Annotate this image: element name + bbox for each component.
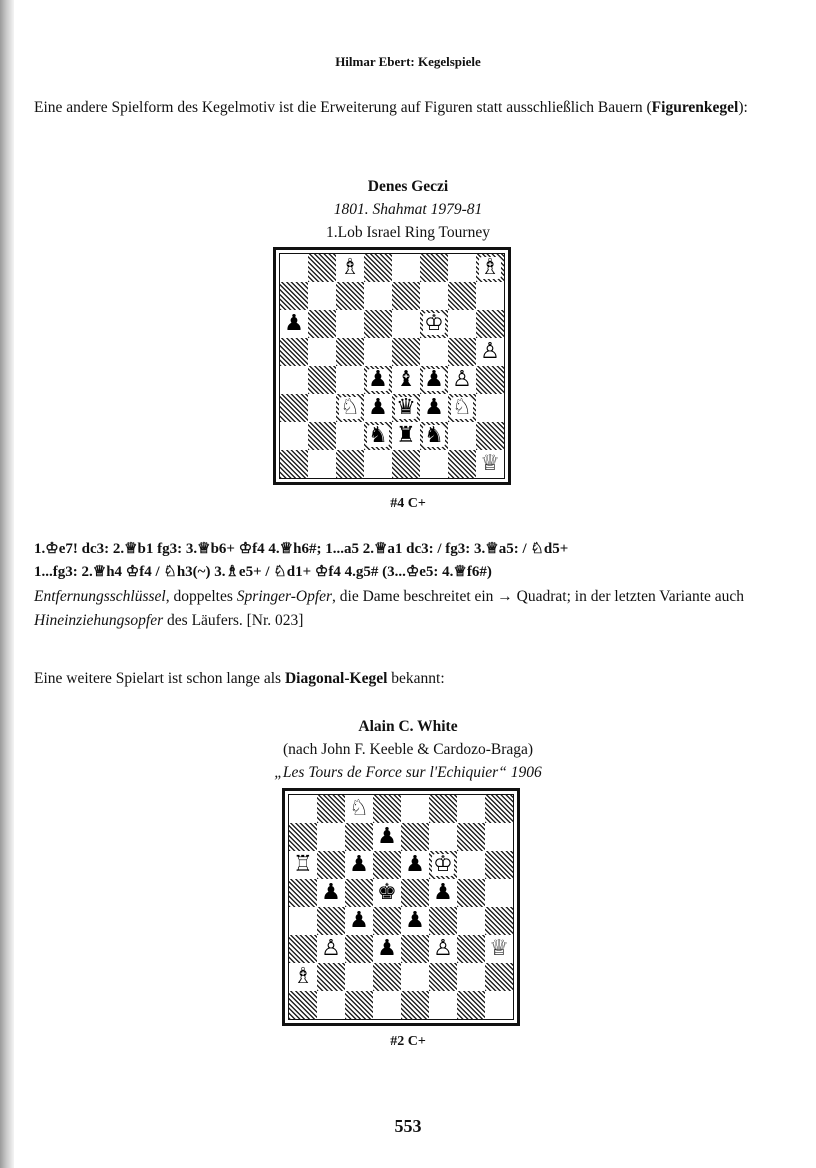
problem2-square-h4 [485, 907, 513, 935]
chess-piece-icon: ♜ [396, 423, 416, 448]
chess-piece-icon: ♟ [405, 908, 425, 933]
problem2-square-e5 [401, 879, 429, 907]
chess-piece-icon: ♟ [284, 311, 304, 336]
problem1-square-d5 [364, 338, 392, 366]
intro-text: Eine andere Spielform des Kegelmotiv ist die Erweiterung auf Figuren statt ausschließlich Bauern ( [34, 99, 652, 116]
problem2-square-d5 [373, 879, 401, 907]
problem2-square-a1 [289, 991, 317, 1019]
problem2-square-c3 [345, 935, 373, 963]
chess-piece-icon: ♗ [340, 255, 360, 280]
problem1-square-a1 [280, 450, 308, 478]
chess-piece-icon: ♕ [480, 451, 500, 476]
problem1-square-b7 [308, 282, 336, 310]
chess-piece-icon: ♗ [480, 255, 500, 280]
problem1-square-g6 [448, 310, 476, 338]
problem2-square-e6 [401, 851, 429, 879]
problem1-square-a2 [280, 422, 308, 450]
problem2-square-h3 [485, 935, 513, 963]
page-number: 553 [394, 1116, 422, 1136]
problem1-square-c4 [336, 366, 364, 394]
problem2-square-b1 [317, 991, 345, 1019]
problem1-square-h5 [476, 338, 504, 366]
chess-piece-icon: ♟ [349, 852, 369, 877]
problem2-square-f6 [429, 851, 457, 879]
chess-piece-icon: ♖ [293, 852, 313, 877]
chess-piece-icon: ♗ [293, 964, 313, 989]
chess-piece-icon: ♛ [396, 395, 416, 420]
intro-paragraph [34, 96, 764, 120]
problem2-square-f2 [429, 963, 457, 991]
problem2-square-f3 [429, 935, 457, 963]
problem1-square-d8 [364, 254, 392, 282]
problem2-square-h5 [485, 879, 513, 907]
problem2-square-b2 [317, 963, 345, 991]
problem1-square-f5 [420, 338, 448, 366]
problem2-square-g3 [457, 935, 485, 963]
problem1-square-g3 [448, 394, 476, 422]
problem1-square-f8 [420, 254, 448, 282]
intro-term: Figurenkegel [651, 99, 739, 116]
comment-text-2: , die Dame beschreitet ein → Quadrat; in der letzten Variante auch [332, 588, 745, 605]
chess-piece-icon: ♟ [433, 880, 453, 905]
problem1-square-e8 [392, 254, 420, 282]
problem1-stipulation: #4 C+ [390, 496, 426, 511]
problem2-square-a3 [289, 935, 317, 963]
problem1-square-d2 [364, 422, 392, 450]
problem2-square-a2 [289, 963, 317, 991]
problem2-square-d6 [373, 851, 401, 879]
problem1-square-h3 [476, 394, 504, 422]
problem2-square-c4 [345, 907, 373, 935]
problem1-square-b1 [308, 450, 336, 478]
problem2-after: (nach John F. Keeble & Cardozo-Braga) [282, 741, 534, 758]
problem1-square-c1 [336, 450, 364, 478]
problem1-square-d3 [364, 394, 392, 422]
problem1-square-f2 [420, 422, 448, 450]
problem2-square-g7 [457, 823, 485, 851]
problem2-square-b7 [317, 823, 345, 851]
problem2-square-a6 [289, 851, 317, 879]
problem2-chessboard [288, 794, 514, 1020]
problem1-square-h7 [476, 282, 504, 310]
problem2-square-a7 [289, 823, 317, 851]
problem1-square-c5 [336, 338, 364, 366]
problem1-square-b3 [308, 394, 336, 422]
comment-knight-term: Springer-Opfer [236, 588, 333, 605]
problem1-square-g4 [448, 366, 476, 394]
problem1-square-b4 [308, 366, 336, 394]
problem1-square-e3 [392, 394, 420, 422]
chess-piece-icon: ♟ [321, 880, 341, 905]
running-head: Hilmar Ebert: Kegelspiele [335, 54, 481, 69]
comment-text-3: des Läufers. [Nr. 023] [163, 612, 304, 629]
problem1-square-e4 [392, 366, 420, 394]
problem1-square-h4 [476, 366, 504, 394]
chess-piece-icon: ♔ [433, 852, 453, 877]
chess-piece-icon: ♟ [424, 395, 444, 420]
chess-piece-icon: ♟ [368, 367, 388, 392]
problem2-stipulation: #2 C+ [390, 1034, 426, 1049]
problem1-square-b5 [308, 338, 336, 366]
problem2-square-g6 [457, 851, 485, 879]
problem2-square-d2 [373, 963, 401, 991]
problem1-square-c8 [336, 254, 364, 282]
problem1-solution [34, 538, 794, 584]
transition-text: Eine weitere Spielart ist schon lange als [34, 670, 285, 687]
problem2-square-e2 [401, 963, 429, 991]
intro-tail: ): [738, 99, 748, 116]
problem2-square-f7 [429, 823, 457, 851]
problem1-square-e5 [392, 338, 420, 366]
chess-piece-icon: ♝ [396, 367, 416, 392]
problem1-square-f3 [420, 394, 448, 422]
problem2-square-c8 [345, 795, 373, 823]
problem1-square-e2 [392, 422, 420, 450]
problem1-comment [34, 585, 774, 633]
problem2-square-f8 [429, 795, 457, 823]
problem1-square-h8 [476, 254, 504, 282]
problem1-square-a4 [280, 366, 308, 394]
chess-piece-icon: ♞ [368, 423, 388, 448]
problem2-square-c6 [345, 851, 373, 879]
problem1-square-g2 [448, 422, 476, 450]
problem1-source: 1801. Shahmat 1979-81 [333, 201, 483, 218]
chess-piece-icon: ♟ [405, 852, 425, 877]
problem2-square-g1 [457, 991, 485, 1019]
problem1-square-a8 [280, 254, 308, 282]
chess-piece-icon: ♞ [424, 423, 444, 448]
problem2-square-b6 [317, 851, 345, 879]
problem1-square-b6 [308, 310, 336, 338]
problem2-square-d1 [373, 991, 401, 1019]
chess-piece-icon: ♚ [377, 880, 397, 905]
problem1-square-a5 [280, 338, 308, 366]
chess-piece-icon: ♟ [424, 367, 444, 392]
problem2-square-b5 [317, 879, 345, 907]
problem2-square-g5 [457, 879, 485, 907]
problem1-square-b2 [308, 422, 336, 450]
chess-piece-icon: ♟ [349, 908, 369, 933]
problem2-square-f4 [429, 907, 457, 935]
problem2-square-f5 [429, 879, 457, 907]
comment-sacrifice-term: Hineinziehungsopfer [34, 612, 164, 629]
problem1-chessboard [279, 253, 505, 479]
transition-paragraph [34, 667, 764, 691]
solution-line-1: 1.♔e7! dc3: 2.♕b1 fg3: 3.♕b6+ ♔f4 4.♕h6#; 1...a5 2.♕a1 dc3: / fg3: 3.♕a5: / ♘d5+ [34, 541, 569, 557]
problem1-square-d7 [364, 282, 392, 310]
problem2-square-e4 [401, 907, 429, 935]
problem1-author: Denes Geczi [367, 178, 449, 195]
problem1-square-e1 [392, 450, 420, 478]
problem2-author: Alain C. White [358, 718, 458, 735]
problem1-square-d6 [364, 310, 392, 338]
problem1-board-frame [273, 247, 511, 485]
problem2-square-e8 [401, 795, 429, 823]
problem2-square-d8 [373, 795, 401, 823]
problem1-square-e7 [392, 282, 420, 310]
chess-piece-icon: ♘ [340, 395, 360, 420]
problem1-square-h2 [476, 422, 504, 450]
problem1-square-g7 [448, 282, 476, 310]
chess-piece-icon: ♙ [321, 936, 341, 961]
problem2-square-c7 [345, 823, 373, 851]
problem2-square-a4 [289, 907, 317, 935]
problem2-square-h8 [485, 795, 513, 823]
problem2-square-h1 [485, 991, 513, 1019]
problem2-square-h2 [485, 963, 513, 991]
problem1-square-b8 [308, 254, 336, 282]
chess-piece-icon: ♘ [452, 395, 472, 420]
problem1-square-g5 [448, 338, 476, 366]
problem2-square-g4 [457, 907, 485, 935]
problem2-square-a5 [289, 879, 317, 907]
problem2-source: „Les Tours de Force sur l'Echiquier“ 1906 [274, 764, 542, 781]
problem1-square-h1 [476, 450, 504, 478]
chess-piece-icon: ♔ [424, 311, 444, 336]
problem1-square-h6 [476, 310, 504, 338]
problem2-square-h6 [485, 851, 513, 879]
problem1-square-g8 [448, 254, 476, 282]
problem2-square-d3 [373, 935, 401, 963]
problem1-square-c6 [336, 310, 364, 338]
problem1-square-f1 [420, 450, 448, 478]
problem2-square-c5 [345, 879, 373, 907]
problem2-square-b8 [317, 795, 345, 823]
problem1-square-c3 [336, 394, 364, 422]
chess-piece-icon: ♟ [377, 824, 397, 849]
problem2-square-g8 [457, 795, 485, 823]
problem2-square-b3 [317, 935, 345, 963]
problem1-square-d1 [364, 450, 392, 478]
problem1-square-d4 [364, 366, 392, 394]
problem2-square-b4 [317, 907, 345, 935]
problem2-square-h7 [485, 823, 513, 851]
problem1-square-f6 [420, 310, 448, 338]
solution-line-2: 1...fg3: 2.♕h4 ♔f4 / ♘h3(~) 3.♗e5+ / ♘d1+ ♔f4 4.g5# (3...♔e5: 4.♕f6#) [34, 564, 492, 580]
problem2-square-f1 [429, 991, 457, 1019]
problem2-square-e1 [401, 991, 429, 1019]
problem2-square-e7 [401, 823, 429, 851]
problem2-board-frame [282, 788, 520, 1026]
problem1-square-a6 [280, 310, 308, 338]
chess-piece-icon: ♕ [489, 936, 509, 961]
chess-piece-icon: ♟ [368, 395, 388, 420]
chess-piece-icon: ♟ [377, 936, 397, 961]
problem1-square-f7 [420, 282, 448, 310]
comment-text-1: , doppeltes [165, 588, 237, 605]
problem1-square-f4 [420, 366, 448, 394]
problem2-square-c2 [345, 963, 373, 991]
chess-piece-icon: ♙ [452, 367, 472, 392]
problem2-square-d4 [373, 907, 401, 935]
comment-key-term: Entfernungsschlüssel [34, 588, 166, 605]
problem1-square-c2 [336, 422, 364, 450]
problem2-square-d7 [373, 823, 401, 851]
transition-term: Diagonal-Kegel [284, 670, 388, 687]
problem2-square-e3 [401, 935, 429, 963]
problem1-square-g1 [448, 450, 476, 478]
problem2-square-c1 [345, 991, 373, 1019]
chess-piece-icon: ♙ [433, 936, 453, 961]
problem1-square-e6 [392, 310, 420, 338]
problem1-tourney: 1.Lob Israel Ring Tourney [326, 224, 490, 241]
problem1-square-a7 [280, 282, 308, 310]
problem2-square-g2 [457, 963, 485, 991]
problem2-square-a8 [289, 795, 317, 823]
chess-piece-icon: ♘ [349, 796, 369, 821]
chess-piece-icon: ♙ [480, 339, 500, 364]
problem1-square-c7 [336, 282, 364, 310]
transition-tail: bekannt: [387, 670, 445, 687]
problem1-square-a3 [280, 394, 308, 422]
